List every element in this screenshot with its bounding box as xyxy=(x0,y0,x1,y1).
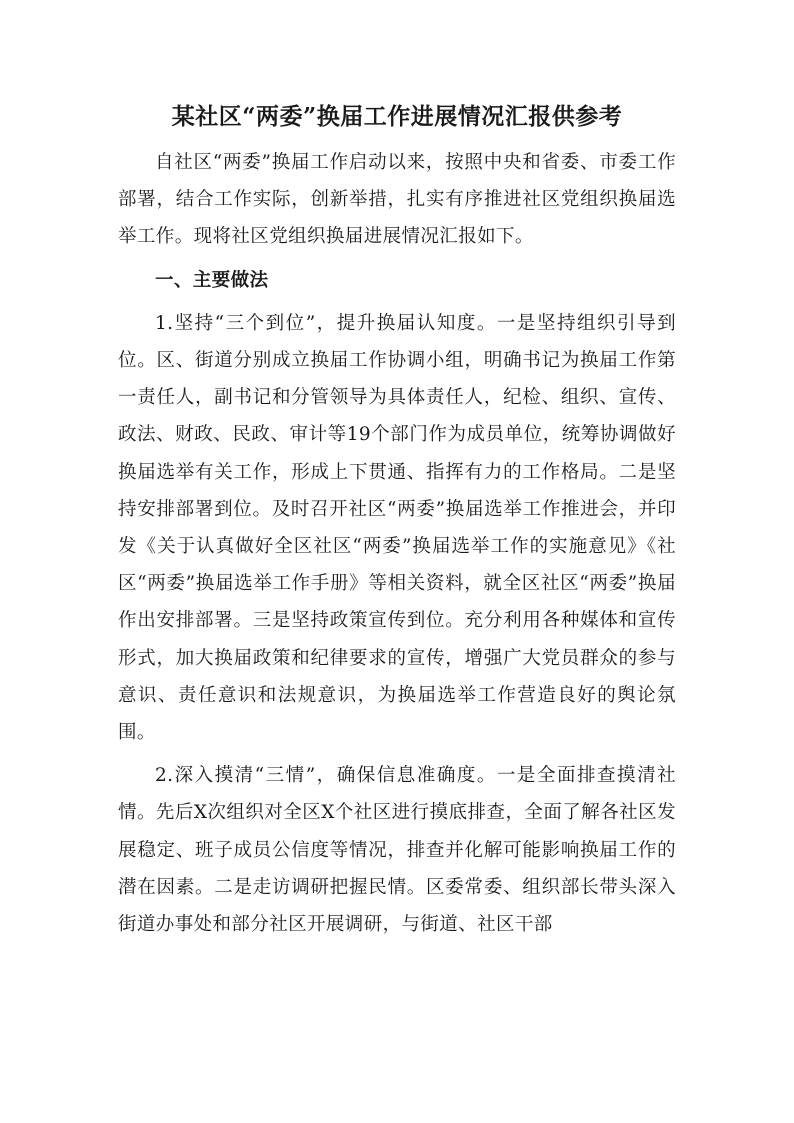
document-body xyxy=(118,98,676,943)
document-title: 某社区“两委”换届工作进展情况汇报供参考 xyxy=(171,103,623,130)
body-paragraph-1: 1.坚持“三个到位”，提升换届认知度。一是坚持组织引导到位。区、街道分别成立换届工作协调小组，明确书记为换届工作第一责任人，副书记和分管领导为具体责任人，纪检、组织、宣传、政法、财政、民政、审计等19个部门作为成员单位，统筹协调做好换届选举有关工作，形成上下贯通、指挥有力的工作格局。二是坚持安排部署到位。及时召开社区“两委”换届选举工作推进会，并印发《关于认真做好全区社区“两委”换届选举工作的实施意见》《社区“两委”换届选举工作手册》等相关资料，就全区社区“两委”换届作出安排部署。三是坚持政策宣传到位。充分利用各种媒体和宣传形式，加大换届政策和纪律要求的宣传，增强广大党员群众的参与意识、责任意识和法规意识，为换届选举工作营造良好的舆论氛围。 xyxy=(118,312,676,744)
body-paragraph-2: 2.深入摸清“三情”，确保信息准确度。一是全面排查摸清社情。先后X次组织对全区X个社区进行摸底排查，全面了解各社区发展稳定、班子成员公信度等情况，排查并化解可能影响换届工作的潜在因素。二是走访调研把握民情。区委常委、组织部长带头深入街道办事处和部分社区开展调研，与街道、社区干部 xyxy=(118,765,676,936)
section-heading: 一、主要做法 xyxy=(155,269,269,291)
intro-paragraph: 自社区“两委”换届工作启动以来，按照中央和省委、市委工作部署，结合工作实际，创新举措，扎实有序推进社区党组织换届选举工作。现将社区党组织换届进展情况汇报如下。 xyxy=(118,152,676,248)
